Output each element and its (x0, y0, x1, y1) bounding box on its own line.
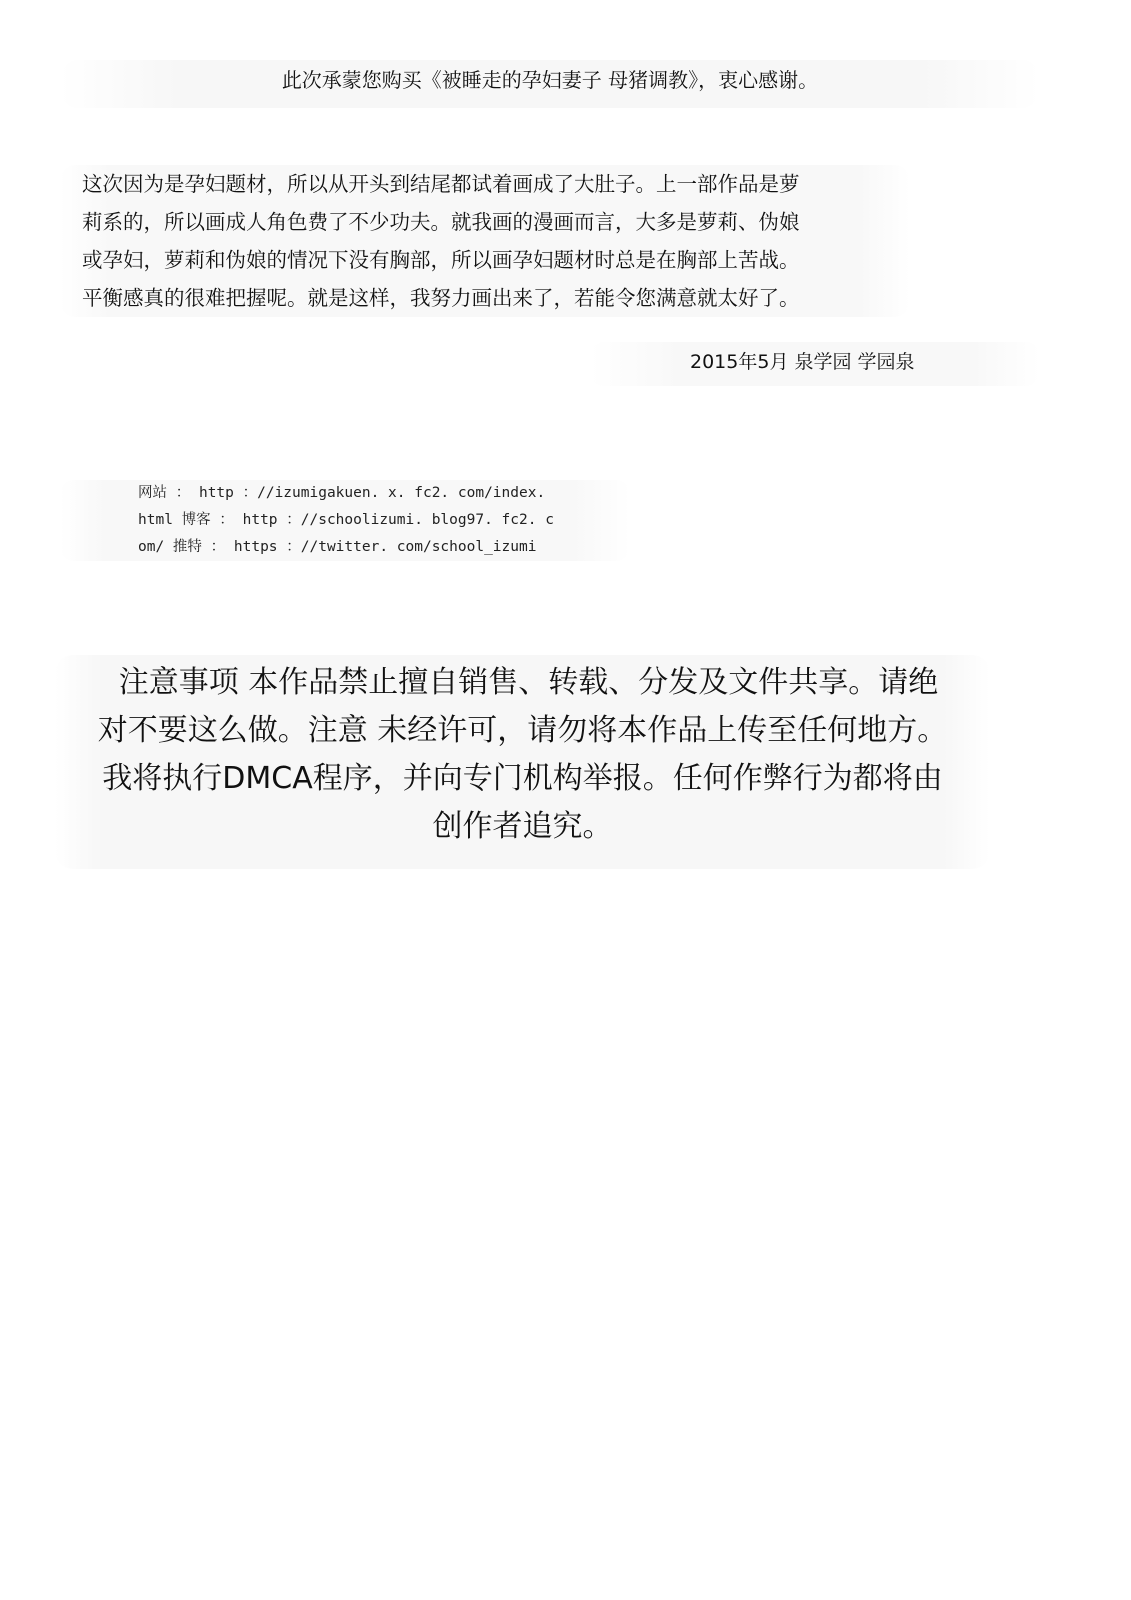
links-line-twitter: om/ 推特 ： https ：//twitter. com/school_izumi (138, 539, 537, 555)
notice-line: 创作者追究。 (432, 809, 613, 844)
afterword-line: 这次因为是孕妇题材，所以从开头到结尾都试着画成了大肚子。上一部作品是萝 (82, 172, 800, 196)
afterword-line: 平衡感真的很难把握呢。就是这样，我努力画出来了，若能令您满意就太好了。 (82, 286, 800, 310)
afterword-line: 或孕妇，萝莉和伪娘的情况下没有胸部，所以画孕妇题材时总是在胸部上苦战。 (82, 248, 800, 272)
links-line-blog: html 博客 ： http ：//schoolizumi. blog97. fc2. c (138, 512, 554, 528)
afterword-line: 莉系的，所以画成人角色费了不少功夫。就我画的漫画而言，大多是萝莉、伪娘 (82, 210, 800, 234)
afterword-paragraph (60, 165, 910, 317)
thanks-message: 此次承蒙您购买《被睡走的孕妇妻子 母猪调教》，衷心感谢。 (60, 60, 1040, 108)
notice-line: 对不要这么做。注意 未经许可，请勿将本作品上传至任何地方。 (97, 713, 948, 748)
author-signature: 2015年5月 泉学园 学园泉 (590, 342, 1040, 386)
links-line-website: 网站 ： http ：//izumigakuen. x. fc2. com/index. (138, 485, 546, 501)
author-links (60, 480, 630, 561)
notice-line: 我将执行DMCA程序，并向专门机构举报。任何作弊行为都将由 (102, 761, 943, 796)
notice-line: 注意事项 本作品禁止擅自销售、转载、分发及文件共享。请绝 (118, 665, 939, 700)
copyright-notice (55, 655, 990, 869)
